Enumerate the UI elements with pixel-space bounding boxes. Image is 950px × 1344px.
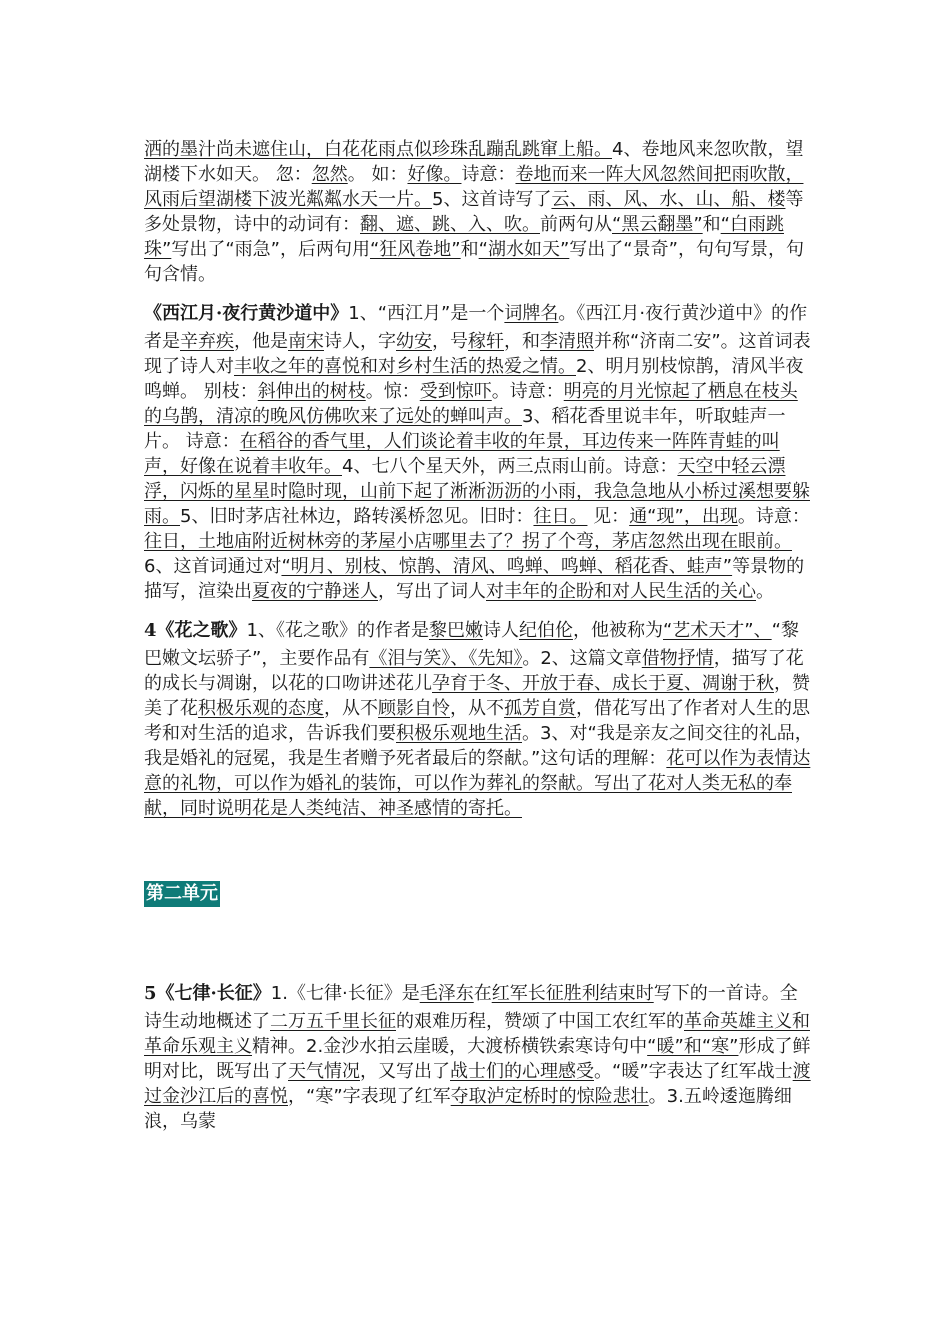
text-run: 明亮的月光惊起了栖息在枝头的乌鹊，清凉的晚风仿佛吹来了远处的蝉叫声。 bbox=[144, 381, 798, 427]
text-run: 夺取泸定桥时的惊险悲壮 bbox=[450, 1086, 649, 1107]
spacer bbox=[144, 604, 814, 616]
text-run: 等多处景物，诗中的动词有： bbox=[144, 189, 804, 235]
text-run: 夏夜的宁静迷人 bbox=[252, 581, 378, 602]
text-run: ，号 bbox=[432, 331, 468, 352]
text-run: 战士们的心理感受 bbox=[450, 1061, 594, 1082]
spacer bbox=[144, 907, 814, 967]
text-run: 。 bbox=[756, 581, 774, 602]
text-run: 形成了鲜明对比，既写出了 bbox=[144, 1036, 811, 1082]
text-run: 翻、遮、跳、入、吹。 bbox=[360, 214, 540, 235]
text-run: “黑云翻墨” bbox=[612, 214, 703, 235]
text-run: 见： bbox=[587, 506, 630, 527]
text-run: 。 如： bbox=[347, 164, 408, 185]
section-heading-xijiangyue: 《西江月·夜行黄沙道中》 bbox=[144, 303, 349, 324]
paragraph-xijiangyue bbox=[144, 299, 814, 604]
text-run: 在稻谷的香气里，人们谈论着丰收的年景，耳边传来一阵阵青蛙的叫声，好像在说着丰收年。 bbox=[144, 431, 780, 477]
spacer bbox=[144, 967, 814, 979]
text-run: 。“暖”字表达了红军战士 bbox=[594, 1061, 793, 1082]
text-run: ，他是 bbox=[234, 331, 288, 352]
text-run: 等景物的描写，渲染出 bbox=[144, 556, 805, 602]
text-run: 积极乐观的态度 bbox=[198, 698, 324, 719]
text-run: 天气情况 bbox=[288, 1061, 360, 1082]
text-run: 孕育于冬、开放于春、成长于夏、凋谢于秋 bbox=[432, 673, 774, 694]
text-run: “明月、别枝、惊鹊、清风、鸣蝉、鸣蝉、稻花香、蛙声” bbox=[281, 556, 733, 577]
text-run: 诗人 bbox=[482, 620, 519, 641]
text-run: 5、旧时茅店社林边，路转溪桥忽见。旧时： bbox=[180, 506, 534, 527]
text-run: 积极乐观地生活 bbox=[396, 723, 522, 744]
text-run: 诗人，字 bbox=[324, 331, 396, 352]
text-run: 受到惊吓 bbox=[419, 381, 492, 402]
paragraph-flower-song bbox=[144, 616, 814, 821]
text-run: “黎巴嫩文坛骄子”，主要作品有 bbox=[144, 620, 799, 669]
text-run: “暖”和“寒” bbox=[647, 1036, 739, 1057]
text-run: 花可以作为表情达意的礼物，可以作为婚礼的装饰，可以作为葬礼的祭献。写出了花对人类无私的奉献，同时说明花是人类纯洁、神圣感情的寄托。 bbox=[144, 748, 811, 819]
text-run: “湖水如天” bbox=[478, 239, 570, 260]
text-run: ，从不 bbox=[324, 698, 378, 719]
paragraph-long-march bbox=[144, 979, 814, 1134]
text-run: 。诗意： bbox=[491, 381, 564, 402]
text-run: 南宋 bbox=[288, 331, 324, 352]
text-run: 渡过金沙江后的喜悦 bbox=[144, 1061, 811, 1107]
section-heading-long-march: 5《七律·长征》 bbox=[144, 983, 271, 1004]
text-run: 的艰难历程，赞颂了中国工农红军的 bbox=[396, 1011, 684, 1032]
text-run: 好像。 bbox=[407, 164, 462, 185]
text-run: 对丰年的企盼和对人民生活的关心 bbox=[486, 581, 756, 602]
text-run: 诗意： bbox=[461, 164, 516, 185]
unit-heading bbox=[144, 881, 814, 907]
text-run: 在 bbox=[473, 983, 492, 1004]
text-run: 3、稻花香里说丰年，听取蛙声一片。 诗意： bbox=[144, 406, 786, 452]
text-run: 借物抒情 bbox=[641, 648, 714, 669]
text-run: 1、“西江月”是一个 bbox=[348, 303, 505, 324]
text-run: 通“现”，出现 bbox=[629, 506, 738, 527]
text-run: 。3、对“我是亲友之间交往的礼品，我是婚礼的冠冕，我是生者赠予死者最后的祭献。”这句话的理解： bbox=[144, 723, 813, 769]
text-run: ，从不 bbox=[450, 698, 504, 719]
text-run: 。3.五岭逶迤腾细浪，乌蒙 bbox=[144, 1086, 792, 1132]
text-run: 云、雨、风、水、山、船、楼 bbox=[551, 189, 786, 210]
text-run: 和 bbox=[702, 214, 721, 235]
text-run: ，又写出了 bbox=[360, 1061, 450, 1082]
text-run: 并称“济南二安”。这首词表现了诗人对 bbox=[144, 331, 811, 377]
text-run: 《泪与笑》、《先知》 bbox=[369, 648, 523, 669]
text-run: 孤芳自赏 bbox=[504, 698, 576, 719]
text-run: 天空中轻云漂浮，闪烁的星星时隐时现，山前下起了淅淅沥沥的小雨，我急急地从小桥过溪想要躲雨。 bbox=[144, 456, 810, 527]
text-run: ，借花写出了作者对人生的思考和对生活的追求，告诉我们要 bbox=[144, 698, 810, 744]
text-run: 和 bbox=[460, 239, 479, 260]
spacer bbox=[144, 821, 814, 881]
text-run: 。2、这篇文章 bbox=[522, 648, 642, 669]
text-run: ，他被称为 bbox=[572, 620, 663, 641]
text-run: 革命英雄主义和革命乐观主义 bbox=[144, 1011, 810, 1057]
text-run: “狂风卷地” bbox=[369, 239, 461, 260]
text-run: 2、明月别枝惊鹊，清风半夜鸣蝉。 别枝： bbox=[144, 356, 804, 402]
text-run: ，和 bbox=[504, 331, 540, 352]
text-run: 5、这首诗写了 bbox=[432, 189, 552, 210]
text-run: 毛泽东 bbox=[419, 983, 474, 1004]
text-run: 4、七八个星天外，两三点雨山前。诗意： bbox=[342, 456, 678, 477]
text-run: 忽然 bbox=[311, 164, 348, 185]
text-run: 辛弃疾 bbox=[180, 331, 234, 352]
text-run: 稼轩 bbox=[468, 331, 504, 352]
text-run: 幼安 bbox=[396, 331, 432, 352]
text-run: 4、卷地风来忽吹散，望湖楼下水如天。 忽： bbox=[144, 139, 804, 185]
text-run: 洒的墨汁尚未遮住山，白花花雨点似珍珠乱蹦乱跳窜上船。 bbox=[144, 139, 612, 160]
text-run: 纪伯伦 bbox=[518, 620, 573, 641]
text-run: 写下的一首诗。全诗生动地概述了 bbox=[144, 983, 798, 1032]
text-run: 往日。 bbox=[533, 506, 588, 527]
spacer bbox=[144, 287, 814, 299]
text-run: 黎巴嫩 bbox=[428, 620, 483, 641]
text-run: 。《西江月·夜行黄沙道中》的作者是 bbox=[144, 303, 808, 352]
text-run: 。惊： bbox=[365, 381, 420, 402]
text-run: 二万五千里长征 bbox=[270, 1011, 396, 1032]
text-run: 卷地而来一阵大风忽然间把雨吹散，风雨后望湖楼下波光粼粼水天一片。 bbox=[144, 164, 804, 210]
text-run: 顾影自怜 bbox=[378, 698, 450, 719]
text-run: ，“寒”字表现了红军 bbox=[288, 1086, 451, 1107]
document-body bbox=[144, 137, 814, 1134]
text-run: 6、这首词通过对 bbox=[144, 556, 282, 577]
text-run: 写出了“景奇”，句句写景，句句含情。 bbox=[144, 239, 804, 285]
text-run: 丰收之年的喜悦和对乡村生活的热爱之情。 bbox=[234, 356, 576, 377]
text-run: ，写出了词人 bbox=[378, 581, 486, 602]
text-run: ，描写了花的成长与凋谢，以花的口吻讲述花儿 bbox=[144, 648, 804, 694]
text-run: 红军长征胜利结束时 bbox=[491, 983, 654, 1004]
unit-badge: 第二单元 bbox=[144, 881, 220, 907]
text-run: 写出了“雨急”，后两句用 bbox=[171, 239, 370, 260]
text-run: 。诗意： bbox=[737, 506, 810, 527]
text-run: 词牌名 bbox=[504, 303, 559, 324]
text-run: 1.《七律·长征》是 bbox=[270, 983, 420, 1004]
text-run: ，赞美了花 bbox=[144, 673, 810, 719]
section-heading-flower-song: 4《花之歌》 bbox=[144, 620, 247, 641]
text-run: 斜伸出的树枝 bbox=[257, 381, 366, 402]
text-run: 李清照 bbox=[540, 331, 594, 352]
paragraph-lake-poem bbox=[144, 137, 814, 287]
text-run: 往日，土地庙附近树林旁的茅屋小店哪里去了？拐了个弯，茅店忽然出现在眼前。 bbox=[144, 531, 792, 552]
text-run: “艺术天才”、 bbox=[662, 620, 772, 641]
text-run: 1、《花之歌》的作者是 bbox=[246, 620, 429, 641]
text-run: 前两句从 bbox=[540, 214, 612, 235]
text-run: “白雨跳珠” bbox=[144, 214, 784, 260]
text-run: 精神。2.金沙水拍云崖暖，大渡桥横铁索寒诗句中 bbox=[252, 1036, 648, 1057]
